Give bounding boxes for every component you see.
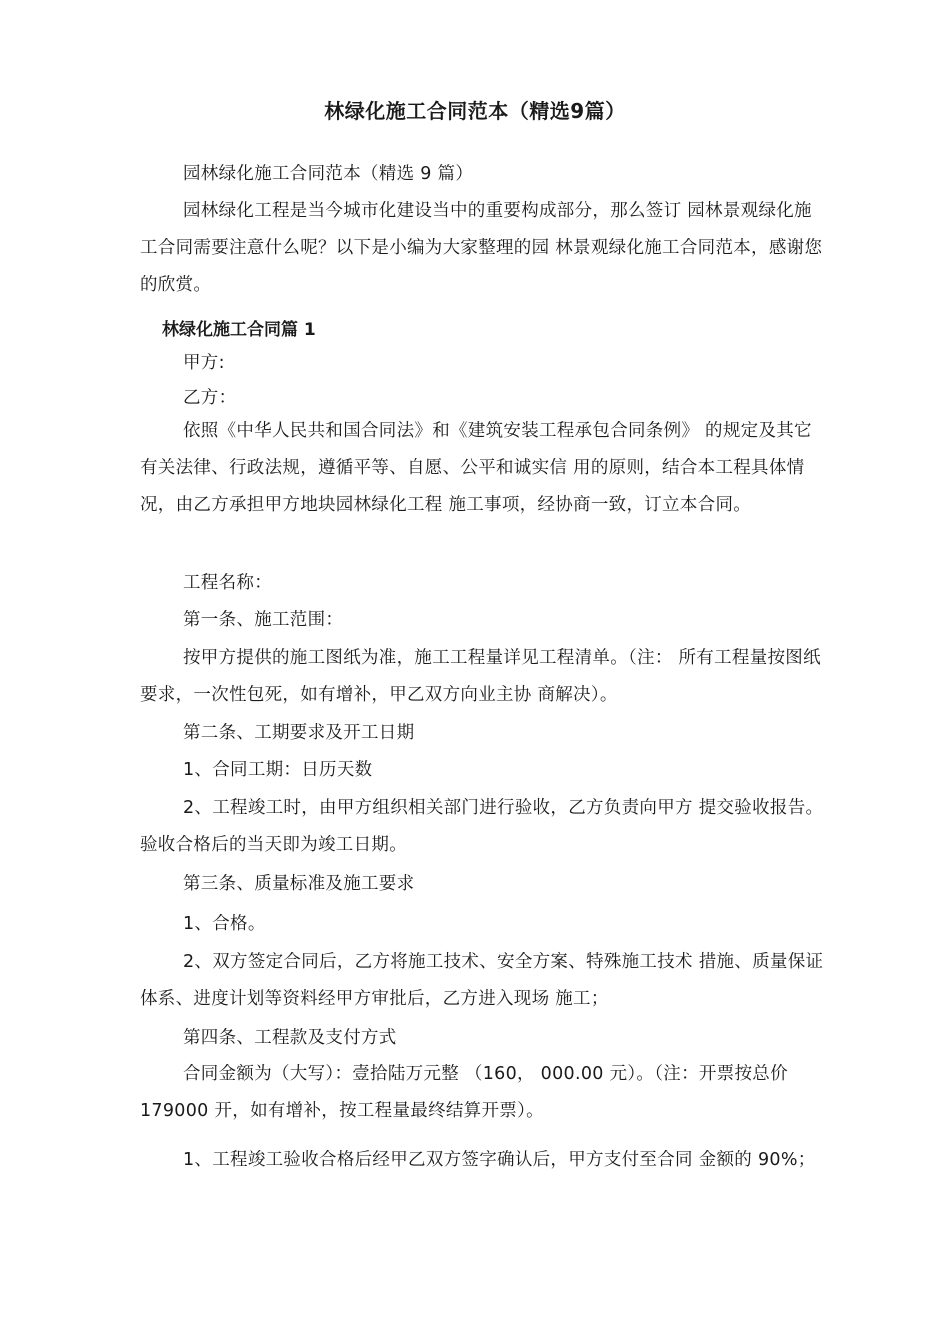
project-name-label: 工程名称： xyxy=(183,573,272,593)
section-heading: 林绿化施工合同篇 1 xyxy=(162,320,316,340)
article-1-heading: 第一条、施工范围： xyxy=(183,610,344,630)
article-4-heading: 第四条、工程款及支付方式 xyxy=(183,1028,397,1048)
intro-paragraph: 园林绿化工程是当今城市化建设当中的重要构成部分，那么签订 园林景观绿化施工合同需要注意什么呢？以下是小编为大家整理的园 林景观绿化施工合同范本，感谢您的欣赏。 xyxy=(140,201,823,295)
article-2-item-1: 1、合同工期：日历天数 xyxy=(183,760,373,780)
article-3-heading: 第三条、质量标准及施工要求 xyxy=(183,874,415,894)
party-a-label: 甲方: xyxy=(183,353,225,373)
party-b-label: 乙方： xyxy=(183,388,237,408)
contract-amount-paragraph: 合同金额为（大写）：壹拾陆万元整 （160， 000.00 元）。（注：开票按总价 179000 开，如有增补，按工程量最终结算开票）。 xyxy=(140,1064,788,1121)
article-1-paragraph: 按甲方提供的施工图纸为准，施工工程量详见工程清单。（注： 所有工程量按图纸要求，一次性包死，如有增补，甲乙双方向业主协 商解决）。 xyxy=(140,648,821,705)
article-2-item-2: 2、工程竣工时，由甲方组织相关部门进行验收，乙方负责向甲方 提交验收报告。验收合格后的当天即为竣工日期。 xyxy=(140,798,824,855)
document-title: 林绿化施工合同范本（精选9篇） xyxy=(324,99,626,123)
subtitle-paragraph: 园林绿化施工合同范本（精选 9 篇） xyxy=(183,164,474,184)
article-2-heading: 第二条、工期要求及开工日期 xyxy=(183,723,415,743)
legal-basis-paragraph: 依照《中华人民共和国合同法》和《建筑安装工程承包合同条例》 的规定及其它有关法律、行政法规，遵循平等、自愿、公平和诚实信 用的原则，结合本工程具体情况，由乙方承担甲方地块园林绿化工程 施工事项，经协商一致，订立本合同。 xyxy=(140,421,812,515)
article-3-item-2: 2、双方签定合同后，乙方将施工技术、安全方案、特殊施工技术 措施、质量保证体系、进度计划等资料经甲方审批后，乙方进入现场 施工； xyxy=(140,952,824,1009)
article-3-item-1: 1、合格。 xyxy=(183,914,266,934)
payment-item-1: 1、工程竣工验收合格后经甲乙双方签字确认后，甲方支付至合同 金额的 90%； xyxy=(183,1150,816,1170)
